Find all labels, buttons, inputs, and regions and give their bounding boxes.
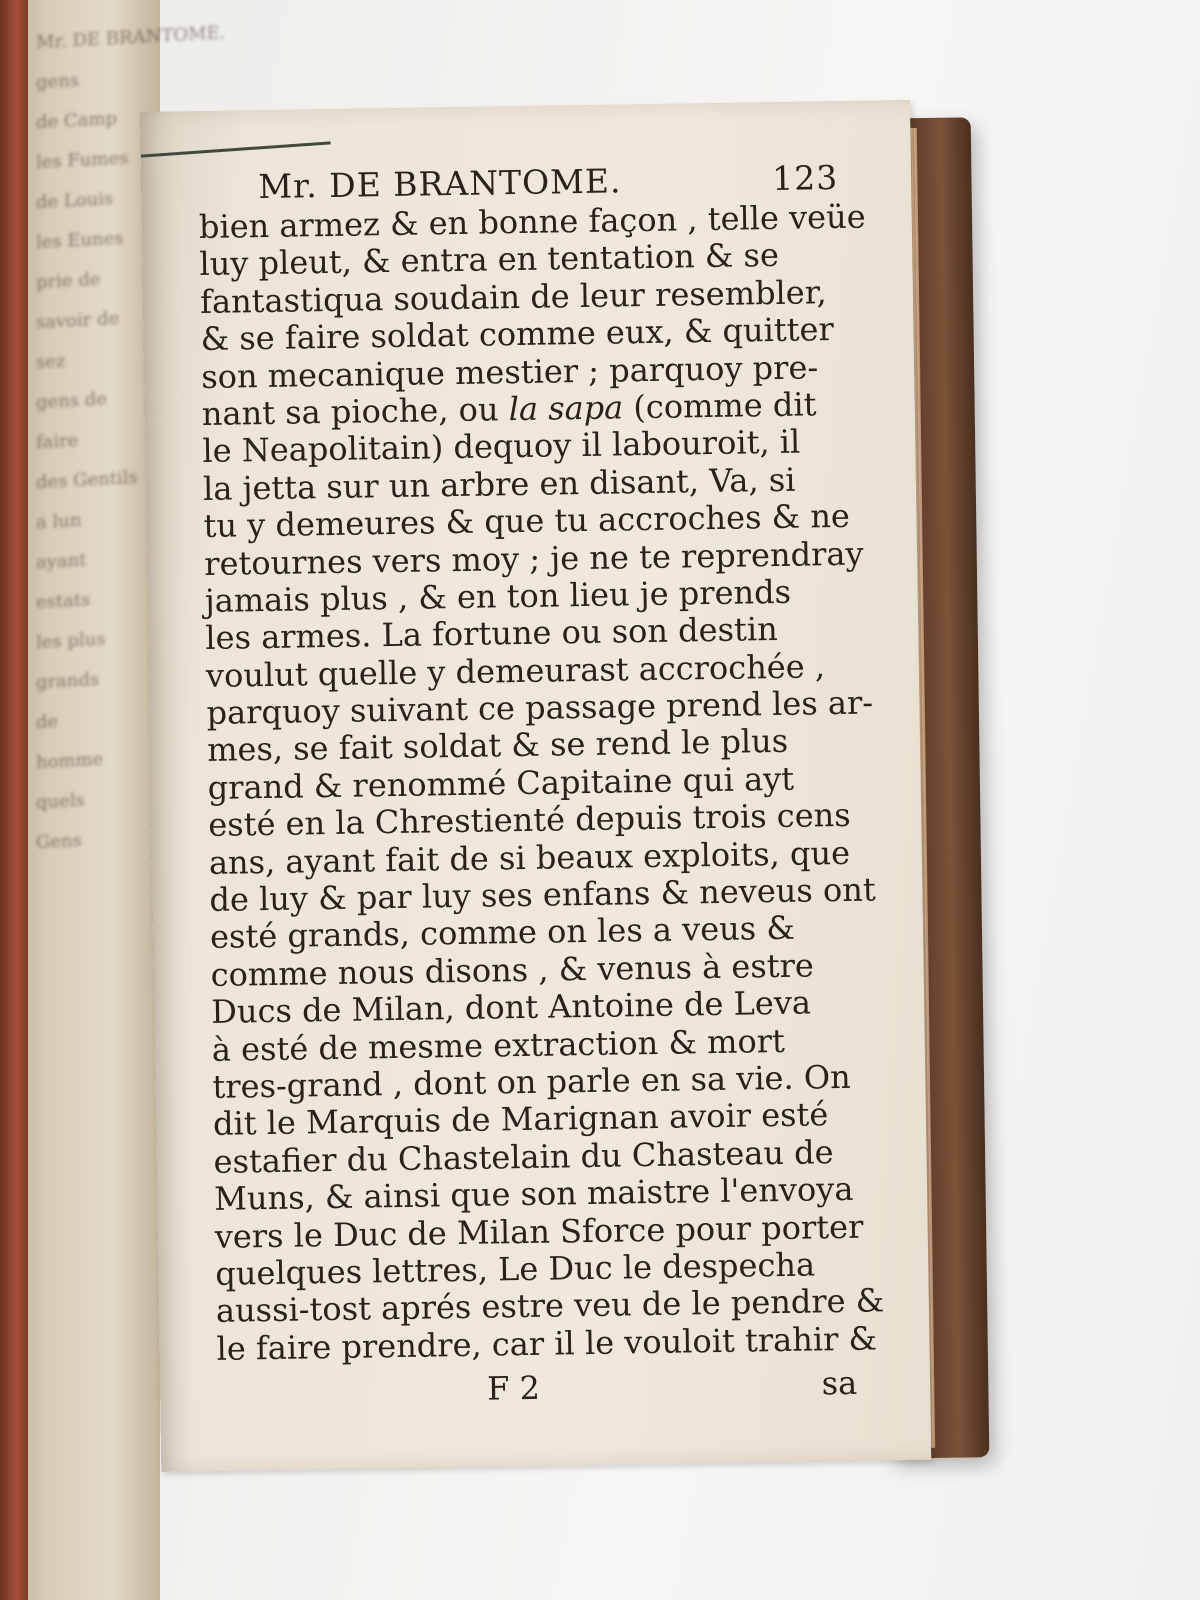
- left-page-line: de: [36, 710, 59, 734]
- text-line: quelques lettres, Le Duc le despecha: [215, 1245, 816, 1293]
- catchword: sa: [821, 1363, 858, 1403]
- text-line: bien armez & en bonne façon , telle veüe: [198, 197, 866, 246]
- italic-phrase: la sapa: [508, 388, 624, 429]
- signature-mark: F 2: [486, 1368, 541, 1408]
- left-page-line: Gens: [36, 829, 82, 854]
- text-line: Muns, & ainsi que son maistre l'envoya: [213, 1169, 854, 1219]
- left-page-text: [36, 17, 226, 1583]
- left-page-line: de Louis: [36, 188, 114, 214]
- left-page-line: Mr. DE BRANTOME.: [36, 22, 226, 54]
- left-page-line: gens de: [36, 388, 107, 414]
- text-line: le Neapolitain) dequoy il labouroit, il: [202, 422, 801, 471]
- text-line: estafier du Chastelain du Chasteau de: [213, 1132, 834, 1181]
- left-page-line: de Camp: [36, 107, 117, 134]
- text-line: tu y demeures & que tu accroches & ne: [203, 496, 851, 546]
- text-line: retournes vers moy ; je ne te reprendray: [203, 534, 864, 583]
- book-cover-left: [0, 0, 28, 1600]
- left-page-line: sez: [36, 350, 66, 374]
- left-page-line: a lun: [36, 509, 82, 534]
- left-page-line: les Eunes: [36, 227, 124, 254]
- text-line: nant sa pioche, ou la sapa (comme dit: [201, 385, 817, 433]
- left-page-line: les plus: [36, 628, 106, 654]
- text-line: vers le Duc de Milan Sforce pour porter: [214, 1207, 864, 1256]
- text-line: aussi-tost aprés estre veu de le pendre &: [215, 1281, 885, 1331]
- left-page-line: ayant: [36, 549, 87, 574]
- left-page-line: estats: [36, 589, 91, 614]
- text-line: la jetta sur un arbre en disant, Va, si: [202, 460, 796, 508]
- text-line: tres-grand , dont on parle en sa vie. On: [212, 1057, 851, 1106]
- text-line: son mecanique mestier ; parquoy pre-: [200, 347, 819, 396]
- text-line: mes, se fait soldat & se rend le plus: [206, 722, 789, 770]
- text-line: à esté de mesme extraction & mort: [211, 1021, 786, 1069]
- left-page-line: des Gentils: [36, 466, 138, 494]
- text-line: le faire prendre, car il le vouloit trahir &: [216, 1319, 878, 1368]
- text-line: fantastiqua soudain de leur resembler,: [199, 272, 827, 321]
- left-page-line: gens: [36, 69, 80, 94]
- text-line: esté grands, comme on les a veus &: [209, 909, 796, 957]
- text-line: Ducs de Milan, dont Antoine de Leva: [210, 983, 812, 1032]
- text-line: & se faire soldat comme eux, & quitter: [200, 310, 835, 359]
- left-page-line: savoir de: [36, 307, 120, 334]
- text-line: parquoy suivant ce passage prend les ar-: [206, 683, 874, 733]
- text-line: jamais plus , & en ton lieu je prends: [204, 572, 792, 620]
- text-line: ans, ayant fait de si beaux exploits, que: [208, 833, 851, 882]
- text-line: dit le Marquis de Marignan avoir esté: [212, 1095, 829, 1144]
- text-line: luy pleut, & entra en tentation & se: [199, 236, 780, 284]
- text-line: de luy & par luy ses enfans & neveus ont: [209, 870, 876, 919]
- left-page-line: faire: [36, 429, 79, 454]
- left-page-line: grands: [36, 668, 100, 694]
- text-line: grand & renommé Capitaine qui ayt: [207, 759, 795, 807]
- text-line: les armes. La fortune ou son destin: [205, 610, 778, 658]
- page-number: 123: [771, 157, 839, 198]
- page-text-block: [198, 157, 885, 1412]
- text-line: comme nous disons , & venus à estre: [210, 946, 815, 994]
- left-page-line: prie de: [36, 268, 101, 294]
- text-line: voulut quelle y demeurast accrochée ,: [205, 646, 826, 695]
- text-line: esté en la Chrestienté depuis trois cens: [208, 796, 851, 845]
- left-page-line: les Fumes: [36, 147, 129, 174]
- left-page-line: homme: [36, 748, 104, 774]
- left-page-line: quels: [36, 789, 85, 814]
- running-head-title: Mr. DE BRANTOME.: [257, 161, 622, 207]
